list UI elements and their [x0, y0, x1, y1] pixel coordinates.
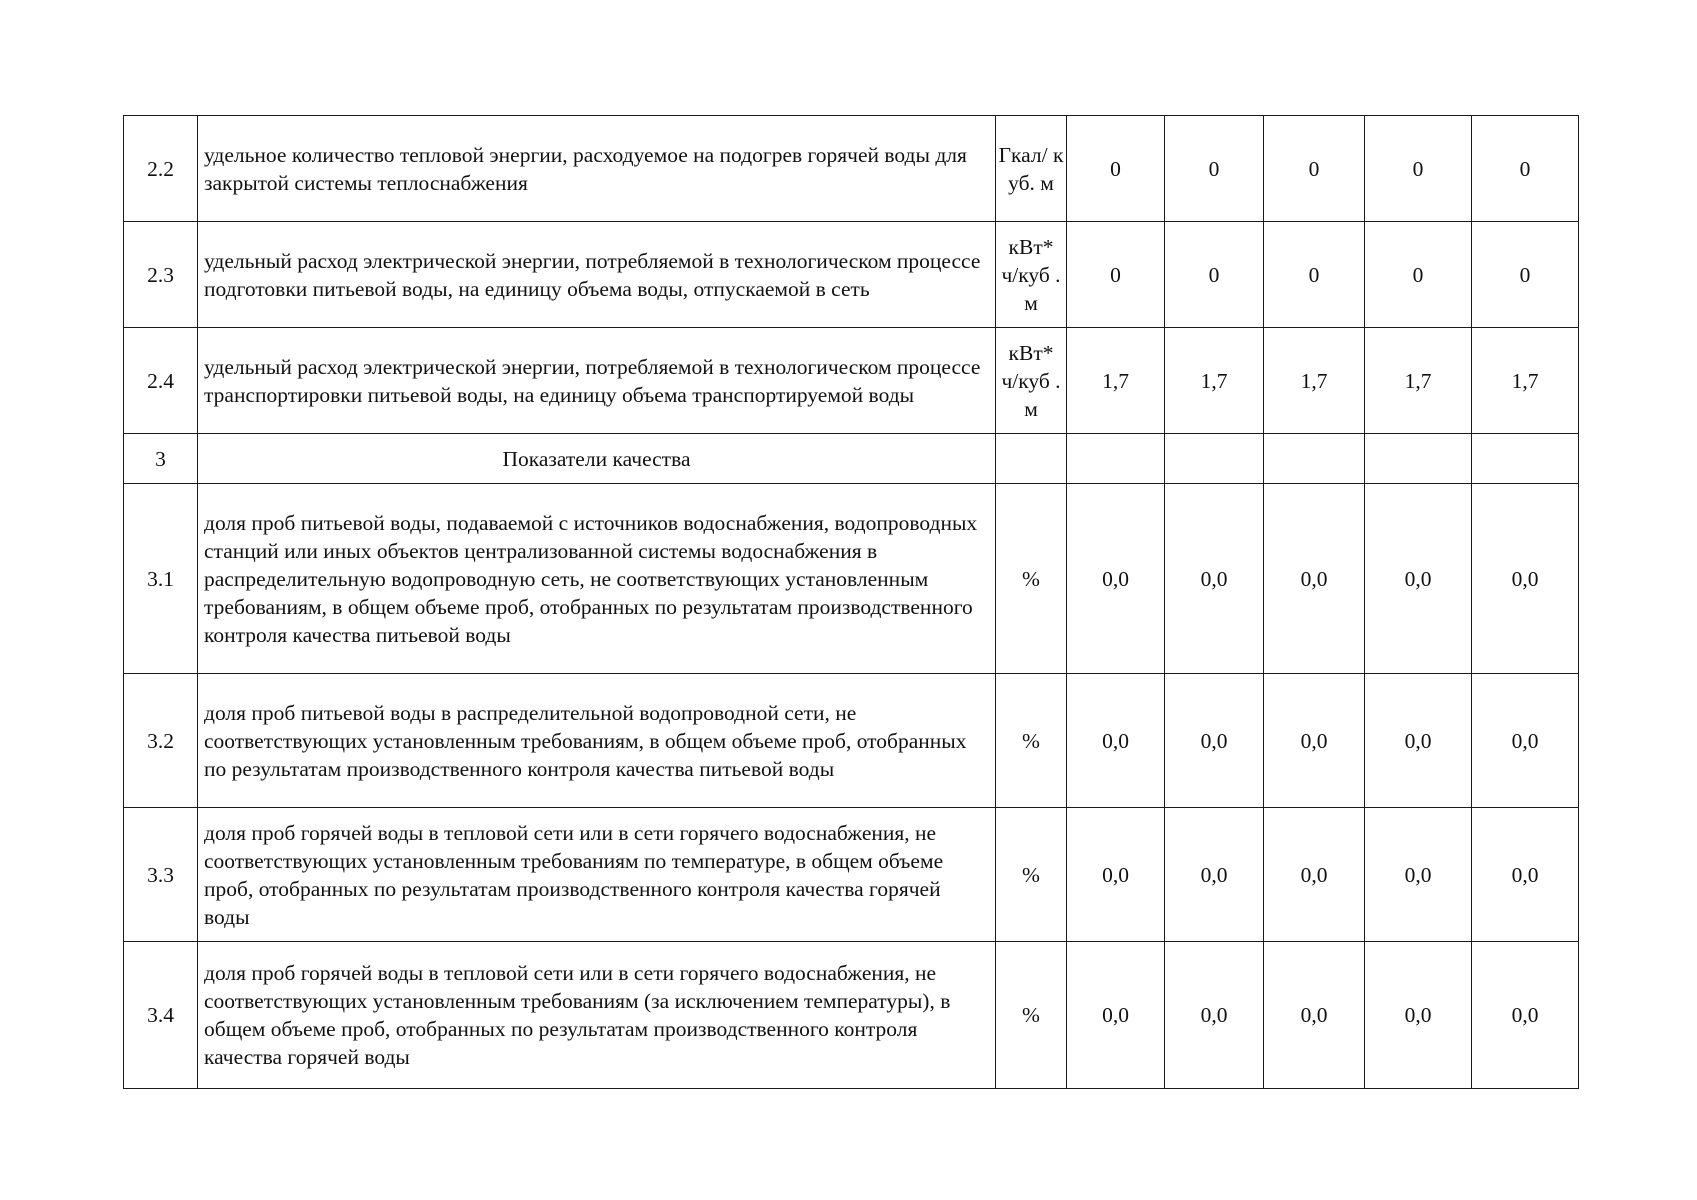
row-description: доля проб питьевой воды, подаваемой с источников водоснабжения, водопроводных станций или иных объектов централизованной системы водоснабжения в распределительную водопроводную сеть, не соответствующих установленным требованиям, в общем объеме проб, отобранных по результатам производственного контроля качества питьевой воды [198, 484, 996, 674]
table-row [124, 116, 1579, 222]
row-unit: % [996, 674, 1067, 808]
table-row [124, 484, 1579, 674]
row-unit: % [996, 942, 1067, 1089]
row-unit: кВт* ч/куб . м [996, 222, 1067, 328]
table-row [124, 808, 1579, 942]
row-unit: Гкал/ куб. м [996, 116, 1067, 222]
row-value-3: 0,0 [1264, 674, 1365, 808]
row-value-2: 0,0 [1165, 808, 1264, 942]
row-value-1: 0,0 [1067, 484, 1165, 674]
row-value-1: 0 [1067, 116, 1165, 222]
row-value-2: 0,0 [1165, 942, 1264, 1089]
row-number: 3.1 [124, 484, 198, 674]
row-value-3: 0,0 [1264, 942, 1365, 1089]
row-value-1: 1,7 [1067, 328, 1165, 434]
row-value-4: 0,0 [1365, 484, 1472, 674]
row-value-3: 0,0 [1264, 808, 1365, 942]
row-value-4: 0,0 [1365, 942, 1472, 1089]
row-number: 3.4 [124, 942, 198, 1089]
row-value-1: 0,0 [1067, 674, 1165, 808]
row-unit: % [996, 484, 1067, 674]
row-number: 2.4 [124, 328, 198, 434]
row-description: удельное количество тепловой энергии, расходуемое на подогрев горячей воды для закрытой системы теплоснабжения [198, 116, 996, 222]
table-row [124, 222, 1579, 328]
row-value-1: 0,0 [1067, 942, 1165, 1089]
row-description: доля проб горячей воды в тепловой сети или в сети горячего водоснабжения, не соответствующих установленным требованиям (за исключением температуры), в общем объеме проб, отобранных по результатам производственного контроля качества горячей воды [198, 942, 996, 1089]
row-value-3: 0 [1264, 116, 1365, 222]
row-value-3 [1264, 434, 1365, 484]
row-number: 3.3 [124, 808, 198, 942]
row-number: 2.3 [124, 222, 198, 328]
table-row [124, 328, 1579, 434]
row-value-1 [1067, 434, 1165, 484]
row-description: доля проб питьевой воды в распределительной водопроводной сети, не соответствующих установленным требованиям, в общем объеме проб, отобранных по результатам производственного контроля качества питьевой воды [198, 674, 996, 808]
document-page [123, 115, 1579, 1089]
row-value-5 [1472, 434, 1579, 484]
row-value-2 [1165, 434, 1264, 484]
row-value-5: 1,7 [1472, 328, 1579, 434]
row-value-3: 1,7 [1264, 328, 1365, 434]
row-value-4: 1,7 [1365, 328, 1472, 434]
row-value-5: 0,0 [1472, 484, 1579, 674]
row-value-4: 0,0 [1365, 808, 1472, 942]
row-value-3: 0 [1264, 222, 1365, 328]
row-unit: % [996, 808, 1067, 942]
section-row [124, 434, 1579, 484]
row-value-5: 0 [1472, 116, 1579, 222]
row-value-1: 0,0 [1067, 808, 1165, 942]
row-value-4: 0 [1365, 116, 1472, 222]
row-value-3: 0,0 [1264, 484, 1365, 674]
row-value-4: 0,0 [1365, 674, 1472, 808]
row-value-5: 0,0 [1472, 808, 1579, 942]
row-number: 2.2 [124, 116, 198, 222]
row-description: доля проб горячей воды в тепловой сети или в сети горячего водоснабжения, не соответствующих установленным требованиям по температуре, в общем объеме проб, отобранных по результатам производственного контроля качества горячей воды [198, 808, 996, 942]
row-description: удельный расход электрической энергии, потребляемой в технологическом процессе подготовки питьевой воды, на единицу объема воды, отпускаемой в сеть [198, 222, 996, 328]
row-description: удельный расход электрической энергии, потребляемой в технологическом процессе транспортировки питьевой воды, на единицу объема транспортируемой воды [198, 328, 996, 434]
row-value-2: 0,0 [1165, 484, 1264, 674]
row-number: 3.2 [124, 674, 198, 808]
row-value-5: 0 [1472, 222, 1579, 328]
row-value-5: 0,0 [1472, 674, 1579, 808]
table-row [124, 942, 1579, 1089]
row-unit [996, 434, 1067, 484]
row-value-5: 0,0 [1472, 942, 1579, 1089]
row-value-2: 0,0 [1165, 674, 1264, 808]
row-value-4: 0 [1365, 222, 1472, 328]
row-value-1: 0 [1067, 222, 1165, 328]
row-value-2: 0 [1165, 116, 1264, 222]
row-unit: кВт* ч/куб . м [996, 328, 1067, 434]
row-value-2: 0 [1165, 222, 1264, 328]
row-value-2: 1,7 [1165, 328, 1264, 434]
section-title: Показатели качества [198, 434, 996, 484]
table-row [124, 674, 1579, 808]
row-value-4 [1365, 434, 1472, 484]
indicators-table [123, 115, 1579, 1089]
section-number: 3 [124, 434, 198, 484]
